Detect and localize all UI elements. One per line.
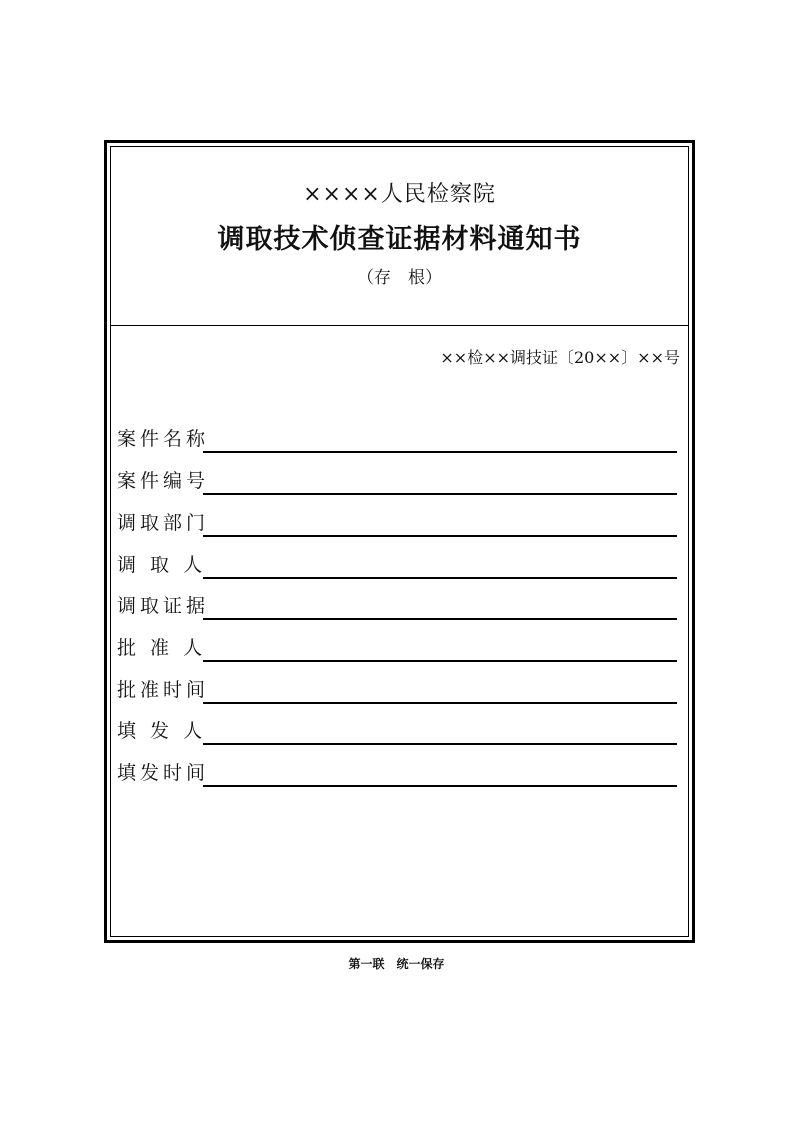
procuratorate-name: ××××人民检察院 bbox=[303, 182, 496, 207]
form-inner-border bbox=[110, 146, 689, 937]
copy-note: 第一联 统一保存 bbox=[348, 957, 445, 971]
field-approval-time[interactable] bbox=[117, 674, 685, 704]
field-underline[interactable] bbox=[203, 493, 677, 495]
field-label: 填发时间 bbox=[117, 762, 210, 784]
field-underline[interactable] bbox=[203, 785, 677, 787]
field-case-name[interactable] bbox=[117, 423, 685, 453]
field-issue-time[interactable] bbox=[117, 757, 685, 787]
field-collector[interactable] bbox=[117, 549, 685, 579]
field-department[interactable] bbox=[117, 507, 685, 537]
field-underline[interactable] bbox=[203, 451, 677, 453]
field-underline[interactable] bbox=[203, 702, 677, 704]
field-underline[interactable] bbox=[203, 660, 677, 662]
form-border bbox=[104, 140, 695, 943]
field-underline[interactable] bbox=[203, 577, 677, 579]
field-label: 批准时间 bbox=[117, 679, 210, 701]
field-label: 调 取 人 bbox=[117, 554, 207, 576]
document-title: 调取技术侦查证据材料通知书 bbox=[217, 224, 582, 255]
field-case-number[interactable] bbox=[117, 465, 685, 495]
field-label: 调取证据 bbox=[117, 595, 210, 617]
field-label: 案件名称 bbox=[117, 428, 210, 450]
field-underline[interactable] bbox=[203, 618, 677, 620]
field-label: 填 发 人 bbox=[117, 720, 207, 742]
field-evidence[interactable] bbox=[117, 590, 685, 620]
field-approver[interactable] bbox=[117, 632, 685, 662]
field-underline[interactable] bbox=[203, 743, 677, 745]
document-number: ××检××调技证〔20××〕××号 bbox=[440, 348, 680, 367]
field-issuer[interactable] bbox=[117, 715, 685, 745]
field-label: 批 准 人 bbox=[117, 637, 207, 659]
field-label: 调取部门 bbox=[117, 512, 210, 534]
field-label: 案件编号 bbox=[117, 470, 210, 492]
stub-label: （存 根） bbox=[357, 268, 442, 288]
header-divider bbox=[111, 325, 688, 326]
field-underline[interactable] bbox=[203, 535, 677, 537]
